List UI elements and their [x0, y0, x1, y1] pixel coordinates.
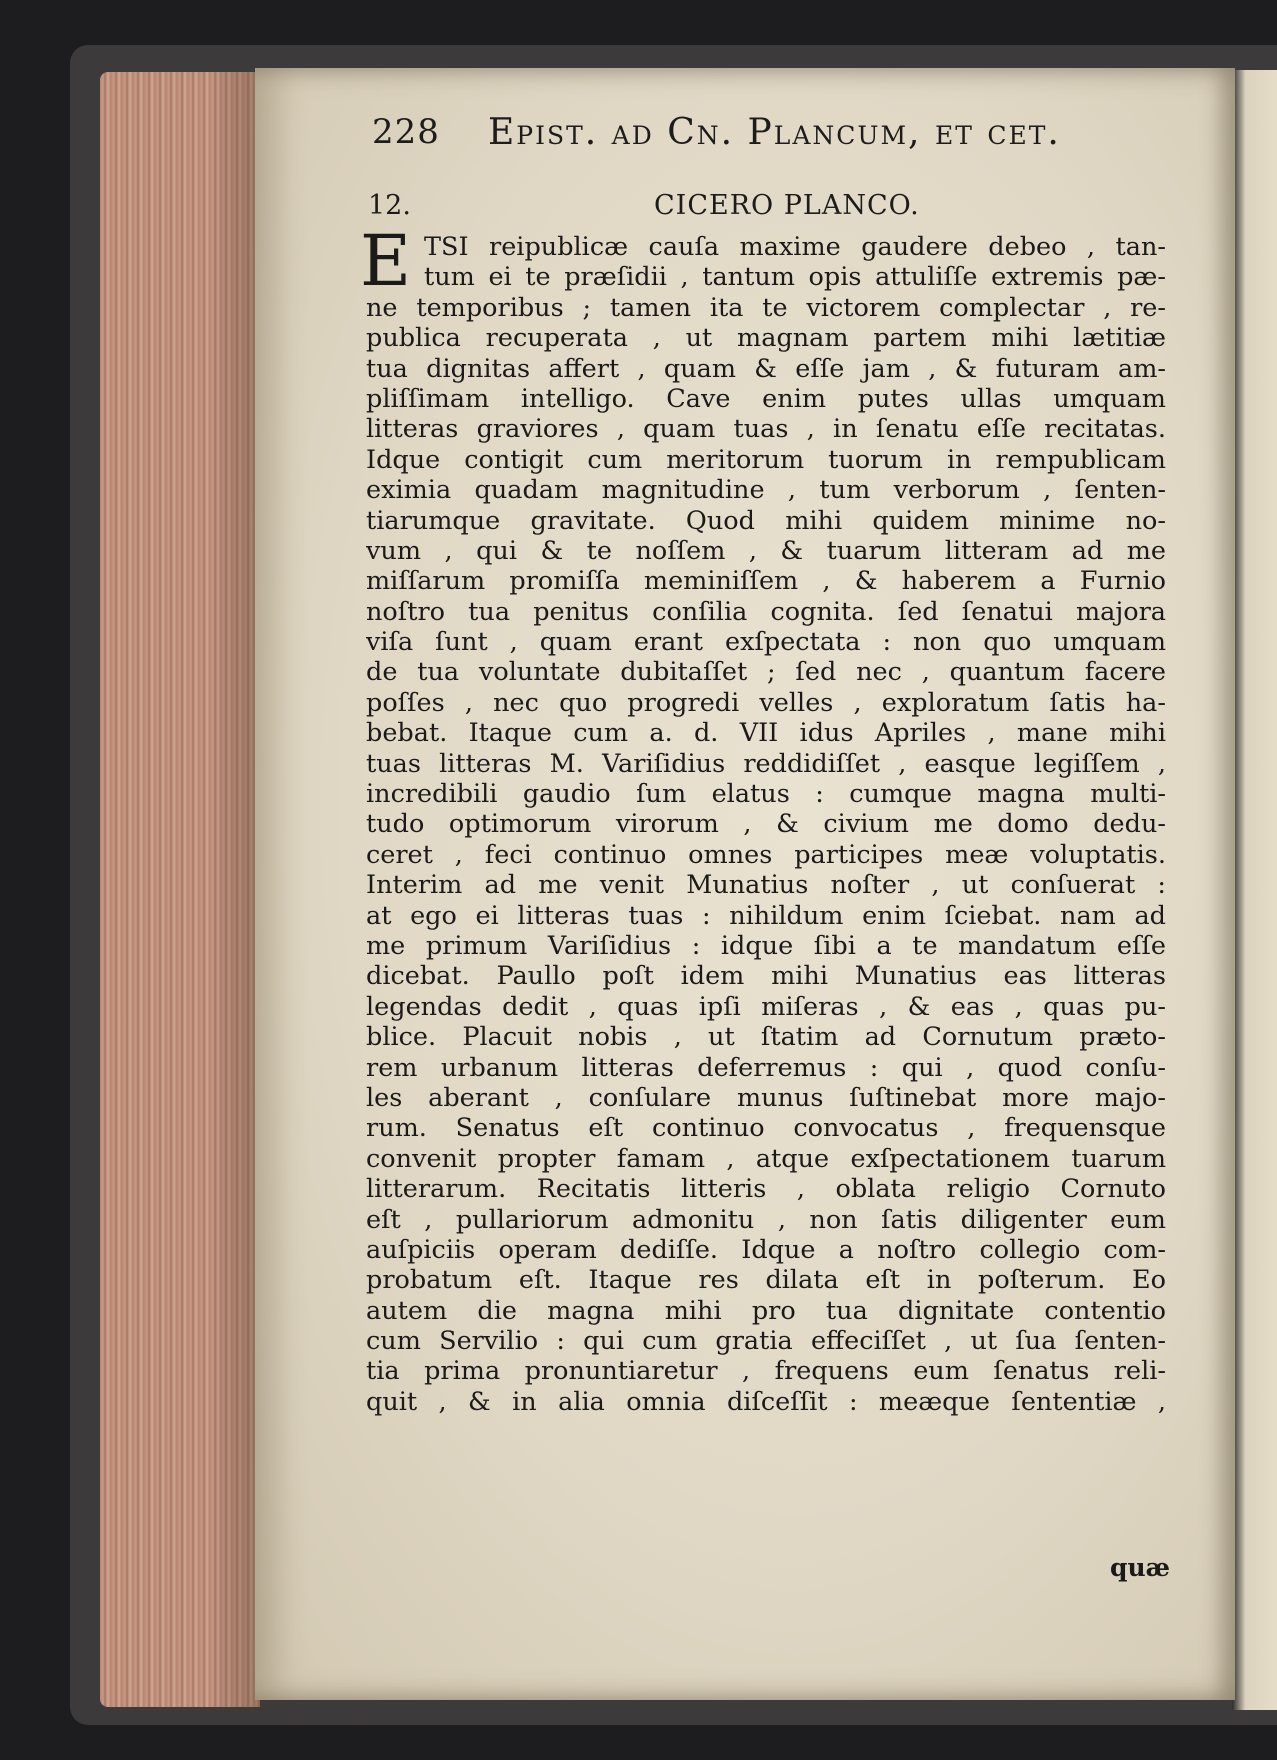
letter-body: [360, 220, 1166, 1417]
drop-cap: E: [360, 220, 412, 302]
text-line: rem urbanum litteras deferremus : qui , quod conſu-: [366, 1052, 1166, 1083]
text-line: miſſarum promiſſa meminiſſem , & haberem a Furnio: [366, 566, 1166, 597]
text-line: Interim ad me venit Munatius noſter , ut conſuerat :: [366, 870, 1166, 901]
text-line: vum , qui & te noſſem , & tuarum litteram ad me: [366, 535, 1166, 566]
page-header: [372, 112, 1162, 164]
text-line: quit , & in alia omnia diſceſſit : meæque ſententiæ ,: [366, 1386, 1166, 1417]
text-line: litterarum. Recitatis litteris , oblata religio Cornuto: [366, 1174, 1166, 1205]
text-line: eximia quadam magnitudine , tum verborum , ſenten-: [366, 475, 1166, 506]
text-line: rum. Senatus eſt continuo convocatus , frequensque: [366, 1113, 1166, 1144]
text-line: tuas litteras M. Variſidius reddidiſſet , easque legiſſem ,: [366, 748, 1166, 779]
text-line: publica recuperata , ut magnam partem mihi lætitiæ: [366, 323, 1166, 354]
facing-page-edge: [1232, 70, 1277, 1710]
text-line: poſſes , nec quo progredi velles , exploratum ſatis ha-: [366, 687, 1166, 718]
text-line: probatum eſt. Itaque res dilata eſt in poſterum. Eo: [366, 1265, 1166, 1296]
text-line: cum Servilio : qui cum gratia effeciſſet , ut ſua ſenten-: [366, 1326, 1166, 1357]
text-line: ne temporibus ; tamen ita te victorem complectar , re-: [366, 292, 1166, 323]
text-line: autem die magna mihi pro tua dignitate contentio: [366, 1295, 1166, 1326]
text-line: auſpiciis operam dediſſe. Idque a noſtro collegio com-: [366, 1234, 1166, 1265]
text-line: eſt , pullariorum admonitu , non ſatis diligenter eum: [366, 1204, 1166, 1235]
letter-header: [368, 190, 1158, 226]
text-line: pliſſimam intelligo. Cave enim putes ullas umquam: [366, 383, 1166, 414]
text-line: at ego ei litteras tuas : nihildum enim ſciebat. nam ad: [366, 900, 1166, 931]
text-line: me primum Variſidius : idque ſibi a te mandatum eſſe: [366, 930, 1166, 961]
text-line: bebat. Itaque cum a. d. VII idus Apriles , mane mihi: [366, 718, 1166, 749]
running-title: Epist. ad Cn. Plancum, et cet.: [488, 112, 1061, 153]
letter-title: CICERO PLANCO.: [654, 190, 920, 221]
text-line: TSI reipublicæ cauſa maxime gaudere debeo , tan-: [424, 232, 1166, 262]
text-line: ceret , feci continuo omnes participes meæ voluptatis.: [366, 839, 1166, 870]
text-line: tia prima pronuntiaretur , frequens eum ſenatus reli-: [366, 1356, 1166, 1387]
letter-number: 12.: [368, 190, 411, 221]
text-line: les aberant , conſulare munus ſuſtinebat more majo-: [366, 1082, 1166, 1113]
text-line: tudo optimorum virorum , & civium me domo dedu-: [366, 809, 1166, 840]
text-line: noſtro tua penitus conſilia cognita. ſed ſenatui majora: [366, 596, 1166, 627]
page-edges-shadow: [215, 72, 260, 1707]
text-line: dicebat. Paullo poſt idem mihi Munatius eas litteras: [366, 961, 1166, 992]
text-line: incredibili gaudio ſum elatus : cumque magna multi-: [366, 779, 1166, 810]
text-line: tua dignitas affert , quam & eſſe jam , & futuram am-: [366, 353, 1166, 384]
catchword: quæ: [1110, 1553, 1171, 1582]
text-line: de tua voluntate dubitaſſet ; ſed nec , quantum facere: [366, 657, 1166, 688]
text-line: viſa ſunt , quam erant exſpectata : non quo umquam: [366, 627, 1166, 658]
page-number: 228: [372, 112, 440, 152]
text-line: blice. Placuit nobis , ut ſtatim ad Cornutum præto-: [366, 1022, 1166, 1053]
text-line: tum ei te præſidii , tantum opis attuliſſe extremis pæ-: [424, 262, 1166, 293]
text-line: litteras graviores , quam tuas , in ſenatu eſſe recitatas.: [366, 414, 1166, 445]
text-line: tiarumque gravitate. Quod mihi quidem minime no-: [366, 505, 1166, 536]
text-line: convenit propter famam , atque exſpectationem tuarum: [366, 1143, 1166, 1174]
text-line: legendas dedit , quas ipſi miſeras , & eas , quas pu-: [366, 991, 1166, 1022]
text-line: Idque contigit cum meritorum tuorum in rempublicam: [366, 444, 1166, 475]
